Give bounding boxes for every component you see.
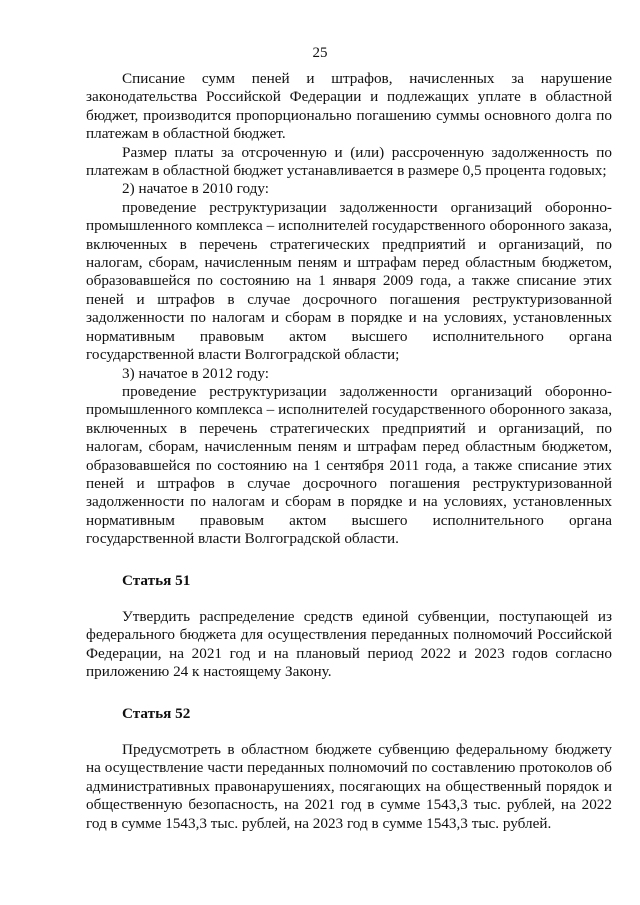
paragraph-penalty-writeoff: Списание сумм пеней и штрафов, начисленных за нарушение законодательства Российской Федерации и подлежащих уплате в областной бюджет, производится пропорционально погашению суммы основного долга по платежам в областной бюджет. — [86, 70, 612, 143]
list-item-2010: 2) начатое в 2010 году: — [122, 180, 269, 198]
article-51-heading: Статья 51 — [122, 571, 191, 589]
paragraph-deferred-payment-fee: Размер платы за отсроченную и (или) рассроченную задолженность по платежам в областной бюджет устанавливается в размере 0,5 процента годовых; — [86, 143, 612, 180]
article-52-text: Предусмотреть в областном бюджете субвенцию федеральному бюджету на осуществление части переданных полномочий по составлению протоколов об административных правонарушениях, посягающих на общественный порядок и общественную безопасность, на 2021 год в сумме 1543,3 тыс. рублей, на 2022 год в сумме 1543,3 тыс. рублей, на 2023 год в сумме 1543,3 тыс. рублей. — [86, 741, 612, 832]
spacer — [86, 590, 612, 608]
spacer — [86, 549, 612, 572]
article-51-text: Утвердить распределение средств единой субвенции, поступающей из федерального бюджета для осуществления переданных полномочий Российской Федерации, на 2021 год и на плановый период 2022 и 2023 годов согласно приложению 24 к настоящему Закону. — [86, 607, 612, 681]
paragraph-restructuring-2012: проведение реструктуризации задолженности организаций оборонно-промышленного комплекса – исполнителей государственного оборонного заказа, включенных в перечень стратегических предприятий и организаций, по налогам, сборам, начисленным пеням и штрафам перед областным бюджетом, образовавшейся по состоянию на 1 сентября 2011 года, а также списание этих пеней и штрафов в случае досрочного погашения реструктуризованной задолженности по налогам и сборам в порядке и на условиях, установленных нормативным правовым актом высшего исполнительного органа государственной власти Волгоградской области. — [86, 382, 612, 548]
list-item-2012: 3) начатое в 2012 году: — [122, 364, 269, 382]
paragraph-restructuring-2010: проведение реструктуризации задолженности организаций оборонно-промышленного комплекса – исполнителей государственного оборонного заказа, включенных в перечень стратегических предприятий и организаций, по налогам, сборам, начисленным пеням и штрафам перед областным бюджетом, образовавшейся по состоянию на 1 января 2009 года, а также списание этих пеней и штрафов в случае досрочного погашения реструктуризованной задолженности по налогам и сборам в порядке и на условиях, установленных нормативным правовым актом высшего исполнительного органа государственной власти Волгоградской области; — [86, 198, 612, 364]
document-body — [86, 70, 612, 833]
page-number: 25 — [312, 45, 328, 61]
spacer — [86, 682, 612, 705]
spacer — [86, 723, 612, 741]
article-52-heading: Статья 52 — [122, 704, 191, 722]
